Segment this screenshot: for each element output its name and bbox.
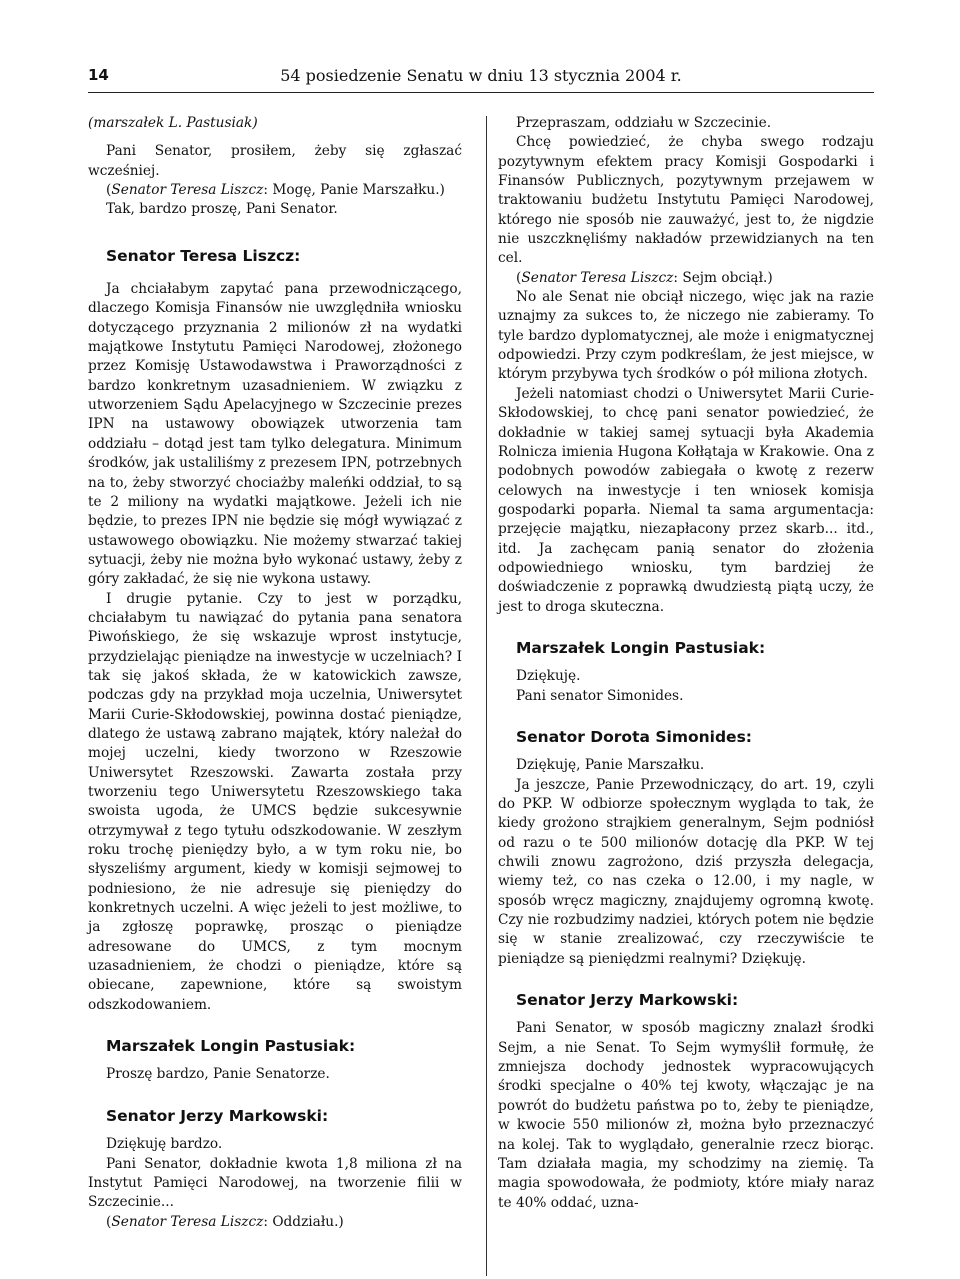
- paragraph: Tak, bardzo proszę, Pani Senator.: [106, 201, 338, 218]
- interjection-speaker: Senator Teresa Liszcz: [111, 1213, 264, 1230]
- interjection-text: : Mogę, Panie Marszałku.): [263, 182, 445, 199]
- interjection: (Senator Teresa Liszcz: Oddziału.): [106, 1213, 344, 1230]
- paragraph: Dziękuję bardzo.: [106, 1136, 223, 1153]
- paragraph: I drugie pytanie. Czy to jest w porządku, chciałabym tu nawiązać do pytania pana senatora Piwońskiego, że się wskazuje wprost instytucje, przydzielając pieniądze na inwestycje w uczelniach? I tak się jakoś składa, że w katowickich zawsze, podczas gdy na przykład moja uczelnia, Uniwersytet Marii Curie-Skłodowskiej, powinna dostać pieniądze, dlatego że ustawą zabrano majątek, który należał do mojej uczelni, kiedy tworzono w Rzeszowie Uniwersytet Rzeszowski. Zawarta została przy tworzeniu tego Uniwersytetu Rzeszowskiego taka swoista ugoda, że UMCS będzie sukcesywnie otrzymywał z tego tytułu odszkodowanie. W zeszłym roku trochę pieniędzy było, a w tym roku nie, bo słyszeliśmy argument, kiedy w komisji sejmowej to podniesiono, że nie adresuje się pieniędzy do konkretnych uczelni. A więc jeżeli to jest możliwe, to ja zgłoszę poprawkę, prosząc o pieniądze adresowane do UMCS, z tym mocnym uzasadnieniem, że chodzi o pieniądze, które są obiecane, zapewnione, które są swoistym odszkodowaniem.: [88, 590, 462, 1013]
- speaker-heading: Senator Dorota Simonides:: [516, 727, 752, 746]
- paragraph: Pani Senator, prosiłem, żeby się zgłaszać wcześniej.: [88, 143, 462, 179]
- interjection: (Senator Teresa Liszcz: Sejm obciął.): [516, 269, 773, 286]
- paragraph: Pani Senator, dokładnie kwota 1,8 miliona zł na Instytut Pamięci Narodowej, na tworzenie filii w Szczecinie...: [88, 1155, 462, 1211]
- paragraph: Jeżeli natomiast chodzi o Uniwersytet Marii Curie-Skłodowskiej, to chcę pani senator powiedzieć, że dokładnie w takiej samej sytuacji była Akademia Rolnicza imienia Hugona Kołłątaja w Krakowie. Ona z podobnych powodów zabiegała o kwotę z rezerw celowych na inwestycje i ten wniosek komisja gospodarki poparła. Niemal ta sama argumentacja: przejęcie majątku, niezapłacony przez skarb... itd., itd. Ja zachęcam panią senator do złożenia odpowiedniego wniosku, tym bardziej że doświadczenie z poprawką dwudziestą piątą uczy, że jest to droga skuteczna.: [498, 385, 874, 615]
- paragraph: Dziękuję.: [516, 668, 581, 685]
- left-column: [88, 114, 462, 1232]
- page-number: 14: [88, 66, 109, 84]
- running-title: 54 posiedzenie Senatu w dniu 13 stycznia 2004 r.: [280, 66, 682, 85]
- chair-note: (marszałek L. Pastusiak): [88, 115, 258, 131]
- paragraph: Proszę bardzo, Panie Senatorze.: [106, 1066, 330, 1083]
- speaker-heading: Marszałek Longin Pastusiak:: [106, 1037, 356, 1056]
- paragraph: Pani senator Simonides.: [516, 687, 684, 704]
- right-column: [498, 114, 874, 1213]
- speaker-heading: Senator Jerzy Markowski:: [106, 1106, 329, 1125]
- header-rule: [88, 92, 874, 93]
- interjection-speaker: Senator Teresa Liszcz: [521, 269, 674, 286]
- interjection-speaker: Senator Teresa Liszcz: [111, 182, 264, 199]
- paragraph: Ja jeszcze, Panie Przewodniczący, do art. 19, czyli do PKP. W odbiorze społecznym wygląda to tak, że kiedy grożono strajkiem generalnym, Sejm podniósł od razu o te 500 milionów dotację dla PKP. W tej chwili znowu zagrożono, dziś przyszła delegacja, wiemy też, co nas czeka o 12.00, i my nagle, w sposób wręcz magiczny, znajdujemy ogromną kwotę. Czy nie rozbudzimy nadziei, których potem nie będzie się w stanie zrealizować, czy rzeczywiście te pieniądze są pieniędzmi realnymi? Dziękuję.: [498, 776, 874, 967]
- paragraph: No ale Senat nie obciął niczego, więc jak na razie uznajmy za sukces to, że niczego nie zabieramy. To tyle bardzo dyplomatycznej, ale może i enigmatycznej odpowiedzi. Przy czym podkreślam, że jest miejsce, w którym przybywa tych środków o pół miliona złotych.: [498, 289, 874, 383]
- interjection-text: : Oddziału.): [263, 1213, 344, 1230]
- paragraph: Chcę powiedzieć, że chyba swego rodzaju pozytywnym efektem pracy Komisji Gospodarki i Finansów Publicznych, pozytywnym przejawem w traktowaniu budżetu Instytutu Pamięci Narodowej, którego nie sposób nie zauważyć, jest to, że nigdzie nie uszczknęliśmy nakładów przewidzianych na ten cel.: [498, 134, 874, 267]
- interjection: (Senator Teresa Liszcz: Mogę, Panie Marszałku.): [106, 182, 445, 199]
- paragraph: Dziękuję, Panie Marszałku.: [516, 757, 705, 774]
- speaker-heading: Senator Jerzy Markowski:: [516, 991, 739, 1010]
- interjection-text: : Sejm obciął.): [673, 269, 773, 286]
- speaker-heading: Senator Teresa Liszcz:: [106, 246, 301, 265]
- paragraph: Przepraszam, oddziału w Szczecinie.: [516, 115, 772, 131]
- page-header: [88, 62, 874, 90]
- speaker-heading: Marszałek Longin Pastusiak:: [516, 638, 766, 657]
- column-divider: [486, 116, 487, 1276]
- paragraph: Ja chciałabym zapytać pana przewodniczącego, dlaczego Komisja Finansów nie uwzględniła wniosku dotyczącego przyznania 2 milionów zł na wydatki majątkowe Instytutu Pamięci Narodowej, złożonego przez Komisję Ustawodawstwa i Praworządności z bardzo konkretnym uzasadnieniem. W związku z utworzeniem Sądu Apelacyjnego w Szczecinie prezes IPN na ustawowy obowiązek utworzenia tam oddziału – dotąd jest tam tylko delegatura. Minimum środków, jak ustaliliśmy z prezesem IPN, potrzebnych na to, żeby stworzyć chociażby maleńki oddział, to są te 2 miliony na wydatki majątkowe. Jeżeli ich nie będzie, to prezes IPN nie będzie się mógł wywiązać z ustawowego obowiązku. Nie możemy stwarzać takiej sytuacji, żeby nie można było wykonać ustawy, żeby z góry zakładać, że się nie wykona ustawy.: [88, 281, 462, 588]
- paragraph: Pani Senator, w sposób magiczny znalazł środki Sejm, a nie Senat. To Sejm wymyślił formułę, że zmniejsza dochody jednostek wypracowujących środki specjalne o 40% tej kwoty, włączając je na powrót do budżetu państwa po to, żeby te pieniądze, w kwocie 550 milionów zł, można było przeznaczyć na kolej. Tak to wyglądało, generalnie rzecz biorąc. Tam działała magia, my schodzimy na ziemię. Ta magia spowodowała, że podmioty, które miały naraz te 40% oddać, uzna-: [498, 1020, 874, 1211]
